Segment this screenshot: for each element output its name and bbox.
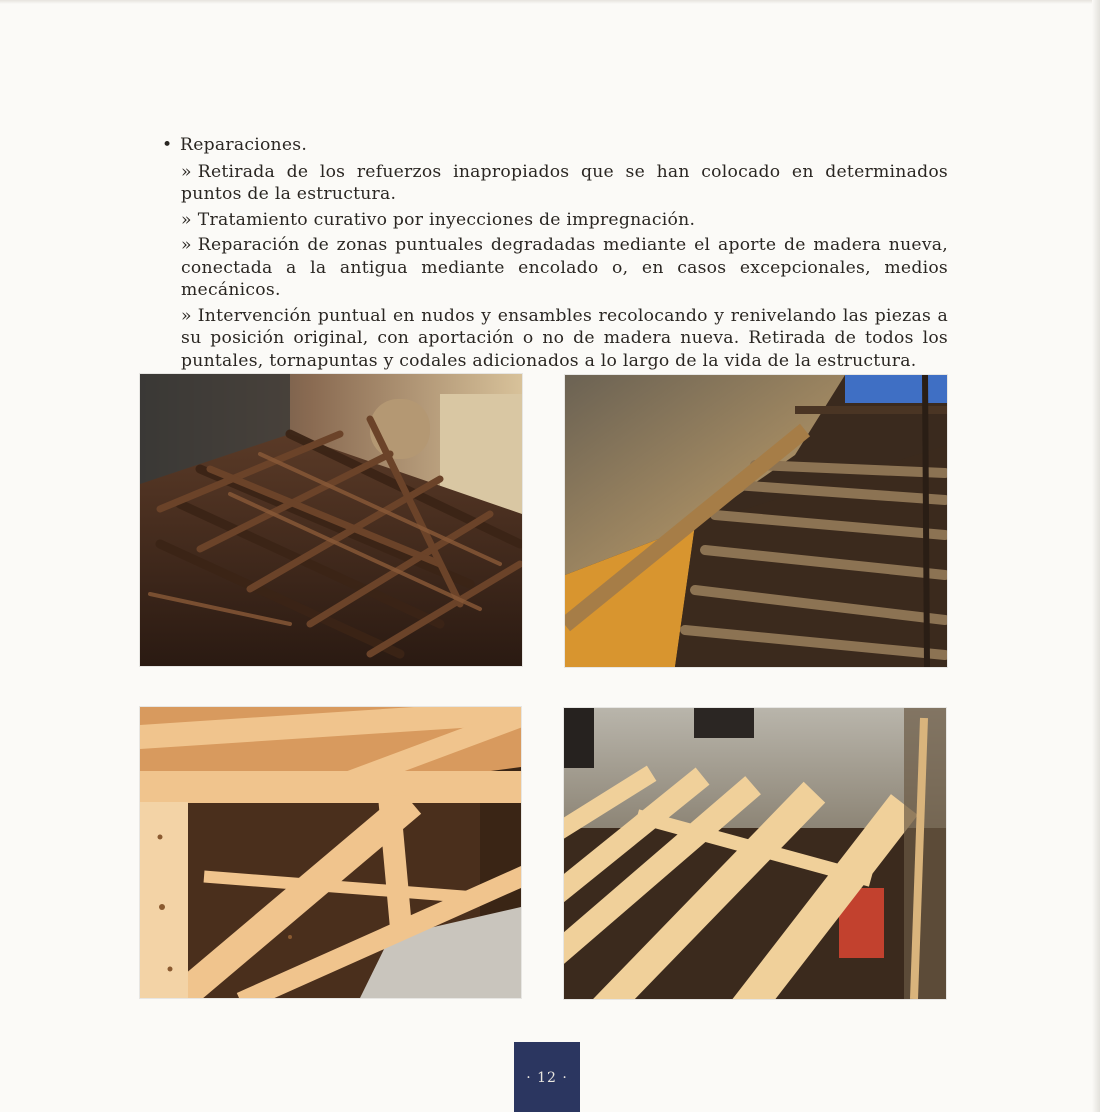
heading-text: Reparaciones. bbox=[180, 135, 308, 155]
chevron-right-icon: » bbox=[181, 161, 192, 182]
list-item bbox=[181, 305, 948, 373]
photo-collapsed-roof bbox=[140, 374, 522, 666]
list-item-text: Tratamiento curativo por inyecciones de impregnación. bbox=[197, 209, 696, 230]
bullet-heading bbox=[162, 134, 948, 157]
chevron-right-icon: » bbox=[181, 305, 192, 326]
page-number: · 12 · bbox=[526, 1070, 568, 1086]
list-item-text: Retirada de los refuerzos inapropiados que se han colocado en determinados puntos de la estructura. bbox=[181, 161, 948, 204]
page-edge-shadow bbox=[0, 0, 1100, 4]
bullet-icon: • bbox=[162, 135, 173, 155]
list-item bbox=[181, 209, 948, 232]
photo-new-truss bbox=[140, 707, 521, 998]
list-item-text: Reparación de zonas puntuales degradadas mediante el aporte de madera nueva, conectada a la antigua mediante encolado o, en casos excepcionales, medios mecánicos. bbox=[181, 235, 948, 300]
body-text bbox=[162, 134, 948, 375]
photo-new-joists bbox=[564, 708, 946, 999]
page-edge-shadow-right bbox=[1092, 0, 1100, 1112]
list-item bbox=[181, 234, 948, 302]
chevron-right-icon: » bbox=[181, 209, 192, 230]
list-item-text: Intervención puntual en nudos y ensambles recolocando y renivelando las piezas a su posición original, con aportación o no de madera nueva. Retirada de todos los puntales, tornapuntas y codales adicionados a lo largo de la vida de la estructura. bbox=[181, 305, 948, 371]
photo-floor-joists bbox=[565, 375, 947, 667]
list-item bbox=[181, 161, 948, 206]
page-number-box bbox=[514, 1042, 580, 1112]
chevron-right-icon: » bbox=[181, 235, 192, 255]
